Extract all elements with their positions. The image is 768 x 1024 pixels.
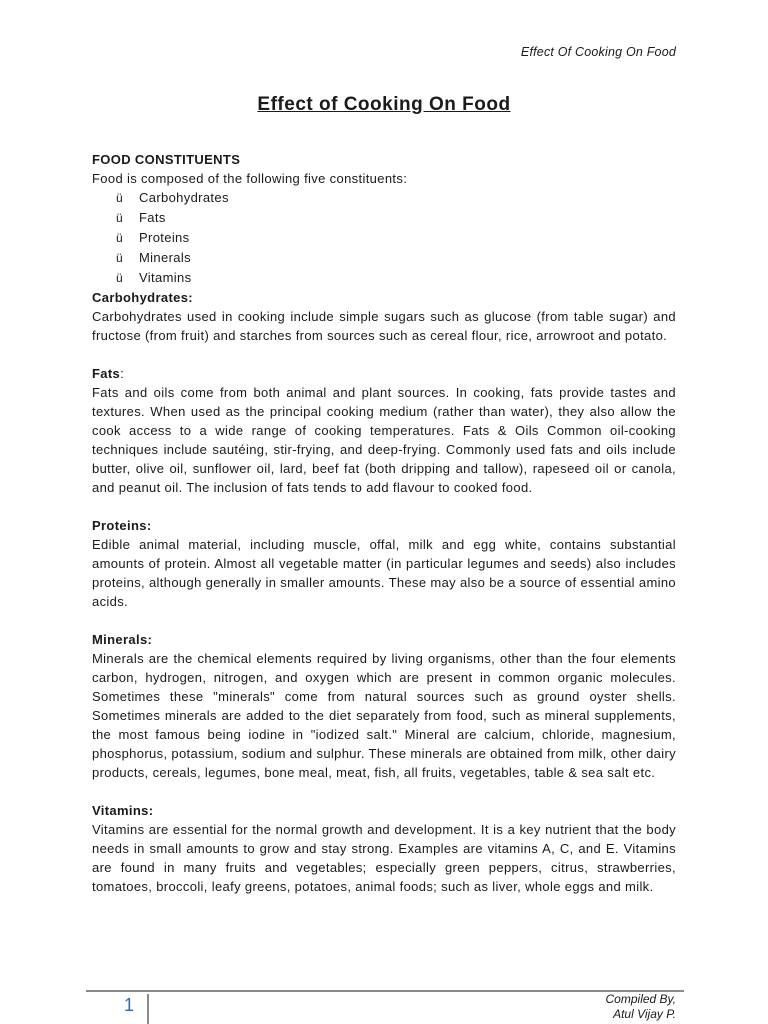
check-bullet-icon: ü [116,211,124,225]
check-bullet-icon: ü [116,191,124,205]
minerals-heading: Minerals: [92,632,153,647]
document-body [92,150,676,896]
list-item-label: Fats [139,210,166,225]
fats-paragraph: Fats and oils come from both animal and plant sources. In cooking, fats provide tastes and textures. When used as the principal cooking medium (rather than water), they also allow the cook access to a wide range of cooking temperatures. Fats & Oils Common oil-cooking techniques include sautéing, stir-frying, and deep-frying. Commonly used fats and oils include butter, olive oil, sunflower oil, lard, beef fat (both dripping and tallow), rapeseed oil or canola, and peanut oil. The inclusion of fats tends to add flavour to cooked food. [92,385,676,495]
list-item-label: Carbohydrates [139,190,229,205]
constituents-list [92,188,676,288]
food-constituents-intro: Food is composed of the following five constituents: [92,171,408,186]
section-spacer [92,782,676,801]
author-name: Atul Vijay P. [613,1007,676,1021]
list-item-label: Minerals [139,250,191,265]
fats-heading-label: Fats [92,366,121,381]
list-item [116,188,676,208]
running-header: Effect Of Cooking On Food [520,45,676,59]
page-number-separator [147,994,149,1024]
list-item [116,248,676,268]
document-title: Effect of Cooking On Food [257,94,511,115]
list-item [116,268,676,288]
compiled-by-label: Compiled By, [605,992,676,1006]
page-number: 1 [124,995,135,1015]
list-item-label: Proteins [139,230,190,245]
vitamins-heading: Vitamins: [92,803,154,818]
food-constituents-heading: FOOD CONSTITUENTS [92,152,241,167]
carbohydrates-paragraph: Carbohydrates used in cooking include simple sugars such as glucose (from table sugar) and fructose (from fruit) and starches from sources such as cereal flour, rice, arrowroot and potato. [92,309,676,343]
section-spacer [92,611,676,630]
footer-divider [86,990,684,992]
check-bullet-icon: ü [116,271,124,285]
proteins-heading: Proteins: [92,518,152,533]
carbohydrates-heading: Carbohydrates: [92,290,193,305]
list-item-label: Vitamins [139,270,192,285]
proteins-paragraph: Edible animal material, including muscle, offal, milk and egg white, contains substantial amounts of protein. Almost all vegetable matter (in particular legumes and seeds) also includes proteins, although generally in smaller amounts. These may also be a source of essential amino acids. [92,537,677,609]
section-spacer [92,345,676,364]
fats-heading [92,364,676,383]
check-bullet-icon: ü [116,251,124,265]
vitamins-paragraph: Vitamins are essential for the normal growth and development. It is a key nutrient that the body needs in small amounts to grow and stay strong. Examples are vitamins A, C, and E. Vitamins are found in many fruits and vegetables; especially green peppers, citrus, strawberries, tomatoes, broccoli, leafy greens, potatoes, animal foods; such as liver, whole eggs and milk. [92,822,676,894]
fats-heading-colon: : [120,366,125,381]
section-spacer [92,497,676,516]
minerals-paragraph: Minerals are the chemical elements required by living organisms, other than the four elements carbon, hydrogen, nitrogen, and oxygen which are present in common organic molecules. Sometimes these "minerals" come from natural sources such as ground oyster shells. Sometimes minerals are added to the diet separately from food, such as mineral supplements, the most famous being iodine in "iodized salt." Mineral are calcium, chloride, magnesium, phosphorus, potassium, sodium and sulphur. These minerals are obtained from milk, other dairy products, cereals, legumes, bone meal, meat, fish, all fruits, vegetables, table & sea salt etc. [92,651,676,780]
list-item [116,228,676,248]
check-bullet-icon: ü [116,231,124,245]
footer-credit [606,992,676,1022]
list-item [116,208,676,228]
